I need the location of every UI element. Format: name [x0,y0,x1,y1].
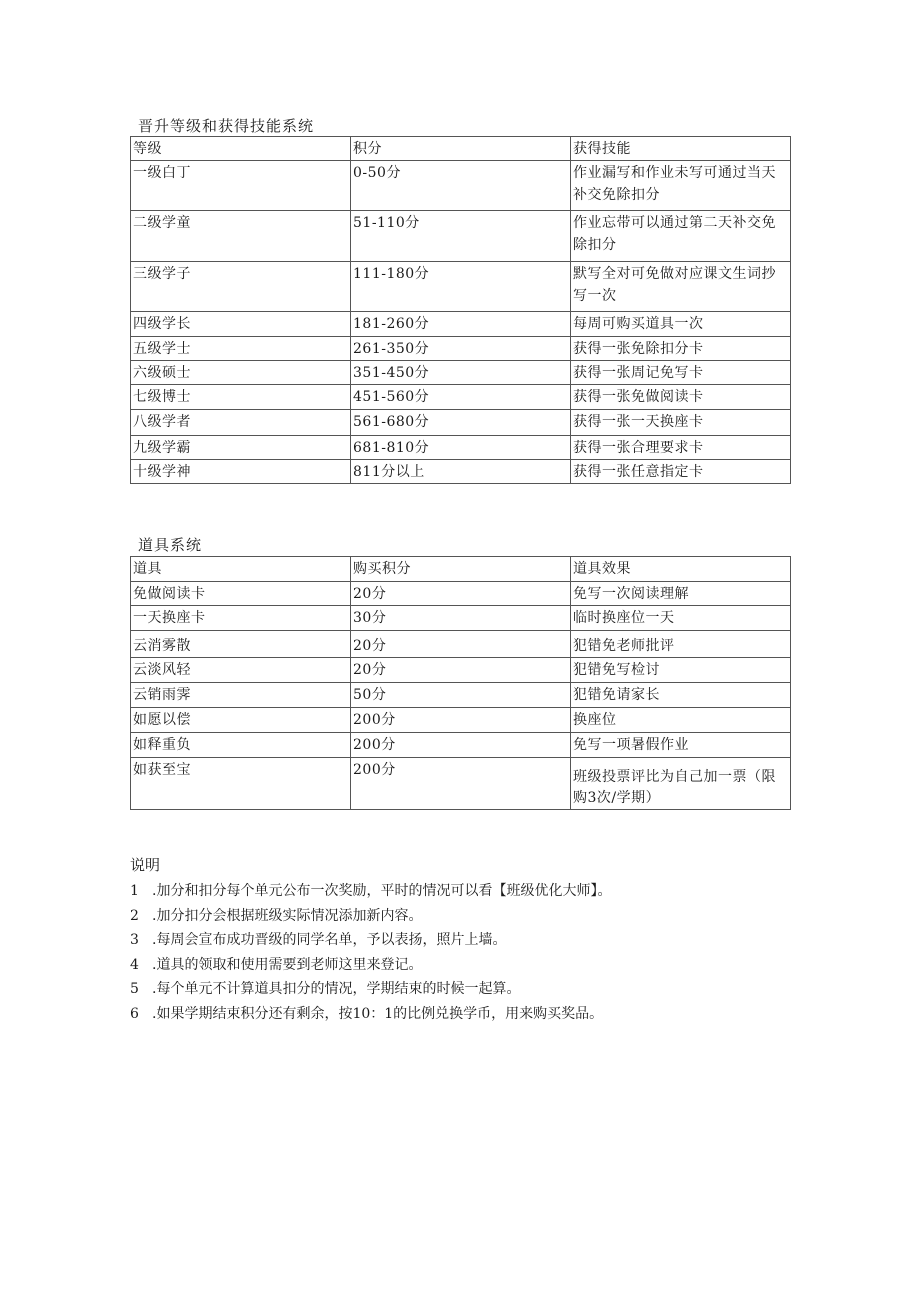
note-text: .道具的领取和使用需要到老师这里来登记。 [152,956,423,973]
table-row [131,211,791,262]
level-name: 九级学霸 [131,436,351,460]
note-number: 6 [130,1005,139,1022]
item-cost: 30分 [351,606,571,631]
table-row [131,582,791,606]
note-number: 1 [130,883,139,899]
level-name: 五级学士 [131,337,351,361]
item-cost: 20分 [351,658,571,683]
item-name: 如释重负 [131,733,351,758]
note-text: .加分扣分会根据班级实际情况添加新内容。 [152,907,423,924]
level-points: 451-560分 [351,385,571,410]
table-row [131,361,791,385]
item-name: 一天换座卡 [131,606,351,631]
list-item [130,928,770,953]
note-number: 2 [130,907,139,924]
item-cost: 200分 [351,733,571,758]
item-name: 如获至宝 [131,758,351,810]
item-cost: 200分 [351,758,571,810]
note-number: 4 [130,956,139,973]
list-item [130,977,770,1002]
level-skill: 获得一张周记免写卡 [571,361,791,385]
level-section-title: 晋升等级和获得技能系统 [138,117,315,135]
list-item [130,1002,770,1027]
level-skill: 默写全对可免做对应课文生词抄写一次 [571,262,791,312]
item-cost: 50分 [351,683,571,708]
level-skill: 获得一张一天换座卡 [571,410,791,436]
level-name: 二级学童 [131,211,351,262]
level-points: 111-180分 [351,262,571,312]
note-number: 5 [130,981,139,997]
table-row [131,337,791,361]
item-effect: 犯错免写检讨 [571,658,791,683]
level-skill: 获得一张免除扣分卡 [571,337,791,361]
table-row [131,708,791,733]
header-skill: 获得技能 [571,137,791,161]
item-effect: 犯错免老师批评 [571,631,791,658]
table-row [131,683,791,708]
level-table [130,136,791,484]
item-effect: 换座位 [571,708,791,733]
item-name: 如愿以偿 [131,708,351,733]
level-skill: 作业漏写和作业未写可通过当天补交免除扣分 [571,161,791,211]
list-item [130,904,770,929]
note-number: 3 [130,932,139,948]
note-text: .每周会宣布成功晋级的同学名单，予以表扬，照片上墙。 [152,932,507,948]
item-cost: 20分 [351,631,571,658]
level-skill: 每周可购买道具一次 [571,312,791,337]
level-points: 351-450分 [351,361,571,385]
level-points: 51-110分 [351,211,571,262]
level-name: 三级学子 [131,262,351,312]
note-text: .加分和扣分每个单元公布一次奖励，平时的情况可以看【班级优化大师】。 [152,883,612,899]
table-row [131,436,791,460]
table-row [131,385,791,410]
item-section-title: 道具系统 [138,536,203,554]
note-text: .如果学期结束积分还有剩余，按10：1的比例兑换学币，用来购买奖品。 [152,1005,604,1022]
notes-section [130,855,770,1026]
header-effect: 道具效果 [571,557,791,582]
level-name: 七级博士 [131,385,351,410]
item-effect: 免写一次阅读理解 [571,582,791,606]
level-points: 261-350分 [351,337,571,361]
level-name: 一级白丁 [131,161,351,211]
header-cost: 购买积分 [351,557,571,582]
level-name: 六级硕士 [131,361,351,385]
header-level: 等级 [131,137,351,161]
level-table-header [131,137,791,161]
list-item [130,879,770,904]
item-cost: 20分 [351,582,571,606]
header-points: 积分 [351,137,571,161]
level-points: 811分以上 [351,460,571,484]
table-row [131,758,791,810]
header-item: 道具 [131,557,351,582]
note-text: .每个单元不计算道具扣分的情况，学期结束的时候一起算。 [152,981,521,997]
level-name: 八级学者 [131,410,351,436]
table-row [131,312,791,337]
level-skill: 获得一张任意指定卡 [571,460,791,484]
level-skill: 获得一张免做阅读卡 [571,385,791,410]
level-name: 十级学神 [131,460,351,484]
level-name: 四级学长 [131,312,351,337]
item-name: 免做阅读卡 [131,582,351,606]
table-row [131,460,791,484]
item-name: 云淡风轻 [131,658,351,683]
table-row [131,161,791,211]
item-cost: 200分 [351,708,571,733]
level-points: 0-50分 [351,161,571,211]
level-points: 681-810分 [351,436,571,460]
item-name: 云消雾散 [131,631,351,658]
item-effect: 临时换座位一天 [571,606,791,631]
level-skill: 作业忘带可以通过第二天补交免除扣分 [571,211,791,262]
table-row [131,606,791,631]
table-row [131,631,791,658]
table-row [131,658,791,683]
item-table-header [131,557,791,582]
item-table [130,556,791,810]
item-effect: 班级投票评比为自己加一票（限购3次/学期） [571,758,791,810]
item-effect: 犯错免请家长 [571,683,791,708]
level-skill: 获得一张合理要求卡 [571,436,791,460]
list-item [130,953,770,978]
table-row [131,262,791,312]
item-effect: 免写一项暑假作业 [571,733,791,758]
table-row [131,733,791,758]
level-points: 181-260分 [351,312,571,337]
level-points: 561-680分 [351,410,571,436]
table-row [131,410,791,436]
item-name: 云销雨霁 [131,683,351,708]
notes-title: 说明 [130,856,161,874]
